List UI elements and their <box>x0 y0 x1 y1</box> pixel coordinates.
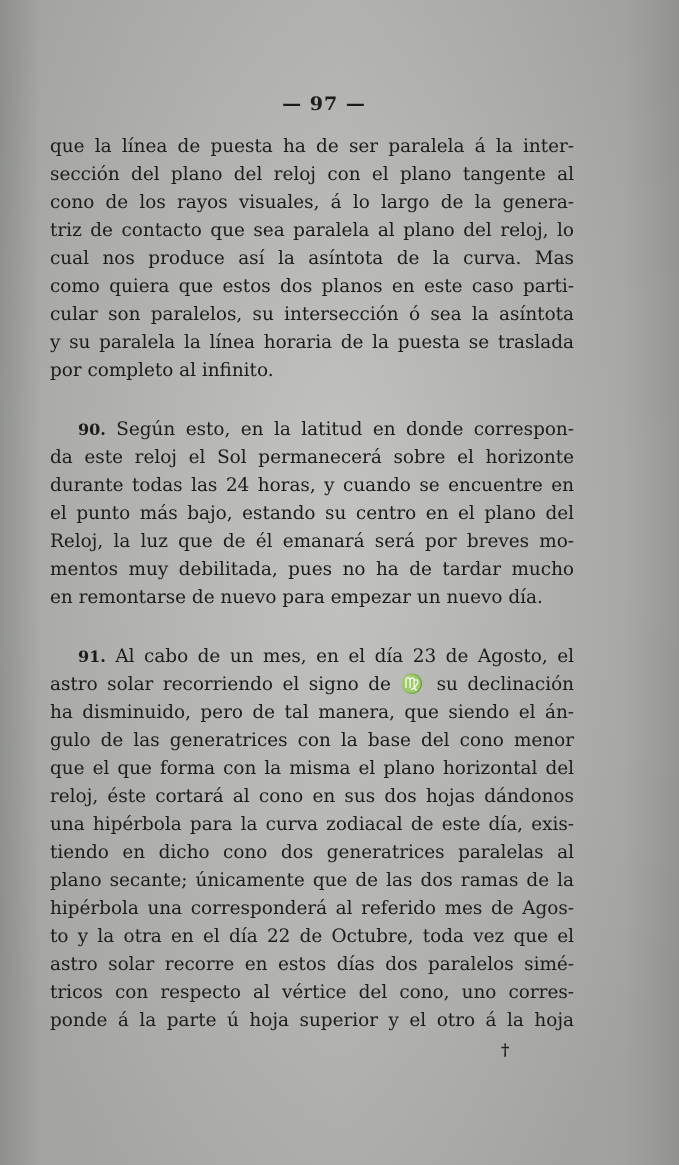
text-line: tricos con respecto al vértice del cono, uno corres- <box>50 982 574 1003</box>
paragraph-number: 90. <box>78 420 106 439</box>
text-line: reloj, éste cortará al cono en sus dos hojas dándonos <box>50 786 574 807</box>
text-line: cual nos produce así la asíntota de la curva. Mas <box>50 248 574 269</box>
text-line: ponde á la parte ú hoja superior y el otro á la hoja <box>50 1010 574 1031</box>
text-line: que la línea de puesta ha de ser paralela á la inter- <box>50 136 574 157</box>
paragraph-90-first-line <box>78 418 574 442</box>
text-line: el punto más bajo, estando su centro en el plano del <box>50 503 574 524</box>
text-line: cono de los rayos visuales, á lo largo de la genera- <box>50 192 574 213</box>
text-line: y su paralela la línea horaria de la puesta se traslada <box>50 332 574 353</box>
text-line: como quiera que estos dos planos en este caso parti- <box>50 276 574 297</box>
text-line: Según esto, en la latitud en donde correspon- <box>116 419 574 440</box>
text-line: mentos muy debilitada, pues no ha de tardar mucho <box>50 559 574 580</box>
paragraph-number: 91. <box>78 647 106 666</box>
text-line: Al cabo de un mes, en el día 23 de Agosto, el <box>115 646 574 667</box>
paragraph-91-first-line <box>78 645 574 669</box>
text-line: sección del plano del reloj con el plano tangente al <box>50 164 574 185</box>
text-line: en remontarse de nuevo para empezar un nuevo día. <box>50 587 543 608</box>
text-line: una hipérbola para la curva zodiacal de este día, exis- <box>50 814 574 835</box>
text-line: gulo de las generatrices con la base del cono menor <box>50 730 574 751</box>
text-line: astro solar recorriendo el signo de ♍ su declinación <box>50 674 574 695</box>
signature-mark: † <box>501 1040 510 1059</box>
text-line: Reloj, la luz que de él emanará será por breves mo- <box>50 531 574 552</box>
text-line: tiendo en dicho cono dos generatrices paralelas al <box>50 842 574 863</box>
text-line: da este reloj el Sol permanecerá sobre el horizonte <box>50 447 574 468</box>
text-line: hipérbola una corresponderá al referido mes de Agos- <box>50 898 574 919</box>
text-line: por completo al infinito. <box>50 360 274 381</box>
page-number: — 97 — <box>282 93 366 115</box>
text-line: astro solar recorre en estos días dos paralelos simé- <box>50 954 574 975</box>
text-line: triz de contacto que sea paralela al plano del reloj, lo <box>50 220 574 241</box>
text-line: plano secante; únicamente que de las dos ramas de la <box>50 870 574 891</box>
text-line: que el que forma con la misma el plano horizontal del <box>50 758 574 779</box>
text-line: cular son paralelos, su intersección ó sea la asíntota <box>50 304 574 325</box>
text-line: ha disminuido, pero de tal manera, que siendo el án- <box>50 702 574 723</box>
text-line: durante todas las 24 horas, y cuando se encuentre en <box>50 475 574 496</box>
text-line: to y la otra en el día 22 de Octubre, toda vez que el <box>50 926 574 947</box>
